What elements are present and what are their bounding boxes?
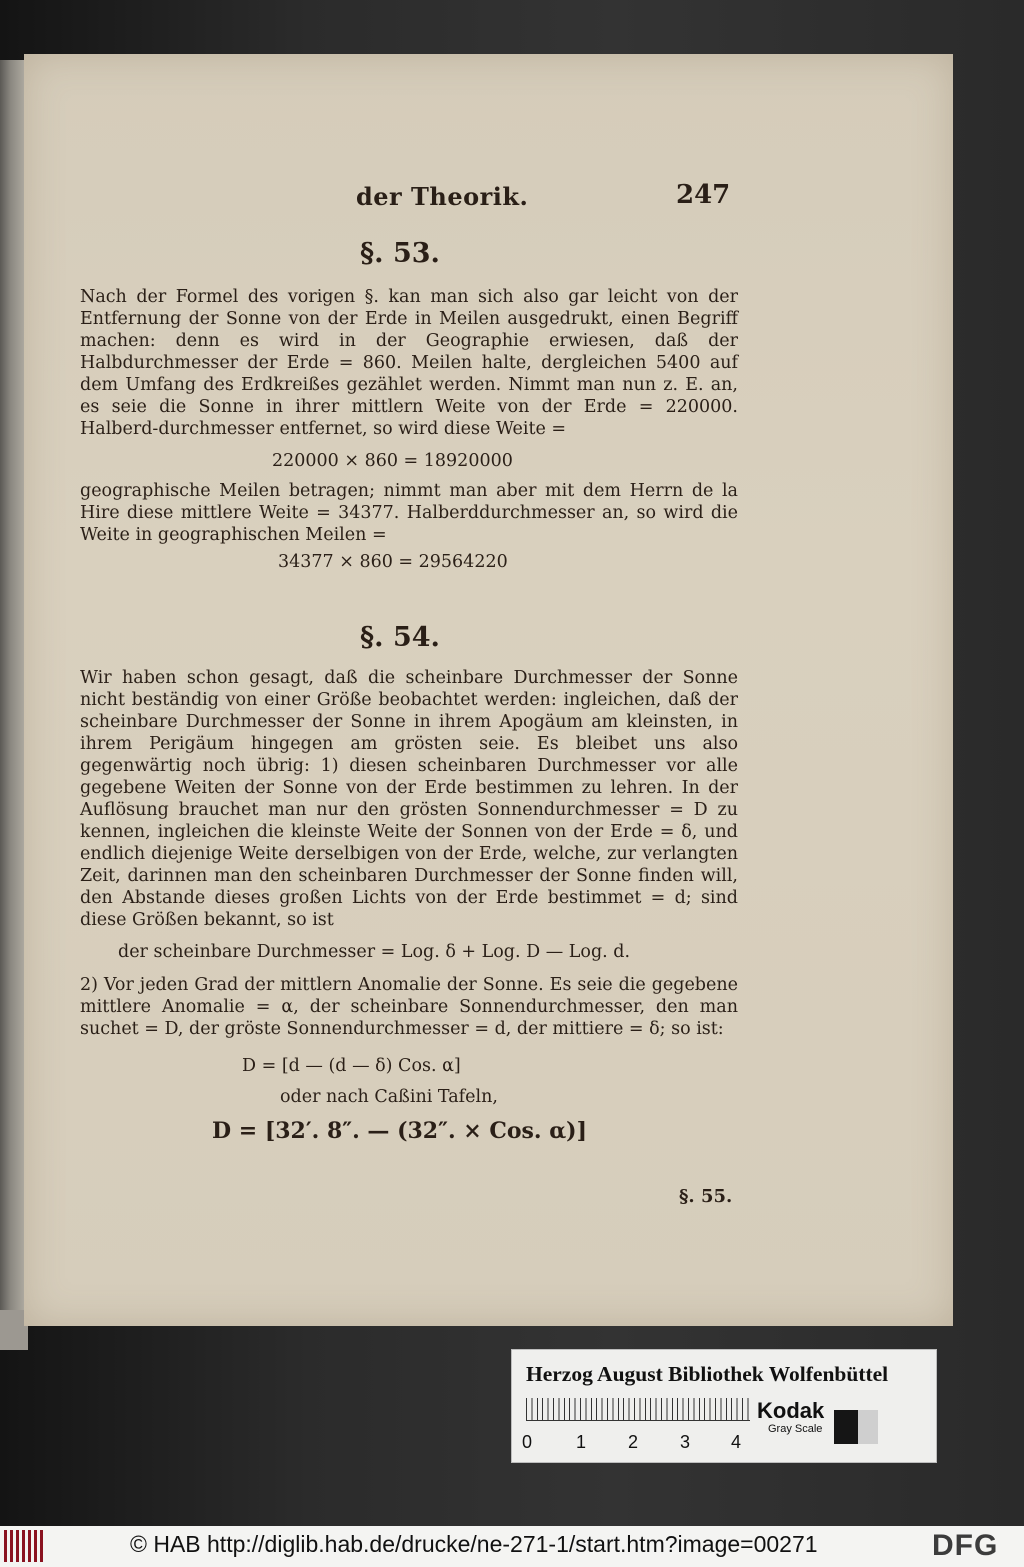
scale-number: 3 <box>680 1432 691 1452</box>
section-heading-53: §. 53. <box>360 238 440 269</box>
scale-number: 4 <box>731 1432 742 1452</box>
formula-3: der scheinbare Durchmesser = Log. δ + Log. D — Log. d. <box>118 942 631 962</box>
formula-1: 220000 × 860 = 18920000 <box>272 451 513 471</box>
paragraph-54b: 2) Vor jeden Grad der mittlern Anomalie der Sonne. Es seie die gegebene mittlere Anomalie = α, der scheinbare Sonnendurchmesser, den man suchet = D, der gröste Sonnendurchmesser = d, der mittiere = δ; so ist: <box>80 975 738 1039</box>
dark-swatch <box>834 1410 858 1444</box>
paragraph-53a: Nach der Formel des vorigen §. kan man sich also gar leicht von der Entfernung der Sonne von der Erde in Meilen ausgedrukt, einen Begriff machen: denn es wird in der Geographie erwiesen, daß der Halbdurchmesser der Erde = 860. Meilen halte, dergleichen 5400 auf dem Umfang des Erdkreißes gezählet werden. Nimmt man nun z. E. an, es seie die Sonne in ihrer mittlern Weite von der Erde = 220000. Halberd-durchmesser entfernet, so wird diese Weite = <box>80 287 738 439</box>
gray-scale-label: Gray Scale <box>768 1423 823 1435</box>
page-number: 247 <box>676 180 731 210</box>
page-content <box>24 54 953 1326</box>
book-edge <box>0 60 26 1350</box>
dfg-logo: DFG <box>932 1529 999 1562</box>
formula-4: D = [d — (d — δ) Cos. α] <box>242 1056 461 1076</box>
formula-5: oder nach Caßini Tafeln, <box>280 1087 498 1107</box>
formula-2: 34377 × 860 = 29564220 <box>278 552 508 572</box>
section-heading-54: §. 54. <box>360 622 440 653</box>
barcode-icon <box>4 1530 44 1562</box>
book-page <box>24 54 953 1326</box>
library-name: Herzog August Bibliothek Wolfenbüttel <box>526 1362 889 1386</box>
paragraph-53b: geographische Meilen betragen; nimmt man aber mit dem Herrn de la Hire diese mittlere Weite = 34377. Halberddurchmesser an, so wird die Weite in geographischen Meilen = <box>80 481 738 545</box>
scale-number: 2 <box>628 1432 639 1452</box>
paragraph-54a: Wir haben schon gesagt, daß die scheinbare Durchmesser der Sonne nicht beständig von einer Größe beobachtet werden: ingleichen, daß der scheinbare Durchmesser der Sonne in ihrem Apogäum am kleinsten, in ihrem Perigäum hingegen am grösten seie. Es bleibet uns also gegenwärtig noch übrig: 1) diesen scheinbaren Durchmesser vor alle gegebene Weiten der Sonne von der Erde bestimmen zu lehren. In der Auflösung brauchet man nur den grösten Sonnendurchmesser = D zu kennen, ingleichen die kleinste Weite der Sonnen von der Erde = δ, und endlich diejenige Weite derselbigen von der Erde, welche, zur verlangten Zeit, darinnen man den scheinbaren Durchmesser der Sonne finden will, den Abstande dieses großen Lichts von der Erde bestimmet = d; sind diese Größen bekannt, so ist <box>80 668 738 930</box>
footer-bar <box>0 1526 1024 1567</box>
scale-number: 0 <box>522 1432 533 1452</box>
catchword: §. 55. <box>679 1186 733 1207</box>
copyright-link[interactable]: © HAB http://diglib.hab.de/drucke/ne-271-1/start.htm?image=00271 <box>130 1531 818 1557</box>
kodak-logo: Kodak <box>757 1398 825 1423</box>
light-swatch <box>858 1410 878 1444</box>
scale-ruler <box>526 1398 750 1421</box>
scale-number: 1 <box>576 1432 587 1452</box>
running-header: der Theorik. <box>356 182 529 211</box>
color-reference-card <box>511 1349 937 1463</box>
formula-6: D = [32′. 8″. — (32″. × Cos. α)] <box>212 1118 587 1144</box>
